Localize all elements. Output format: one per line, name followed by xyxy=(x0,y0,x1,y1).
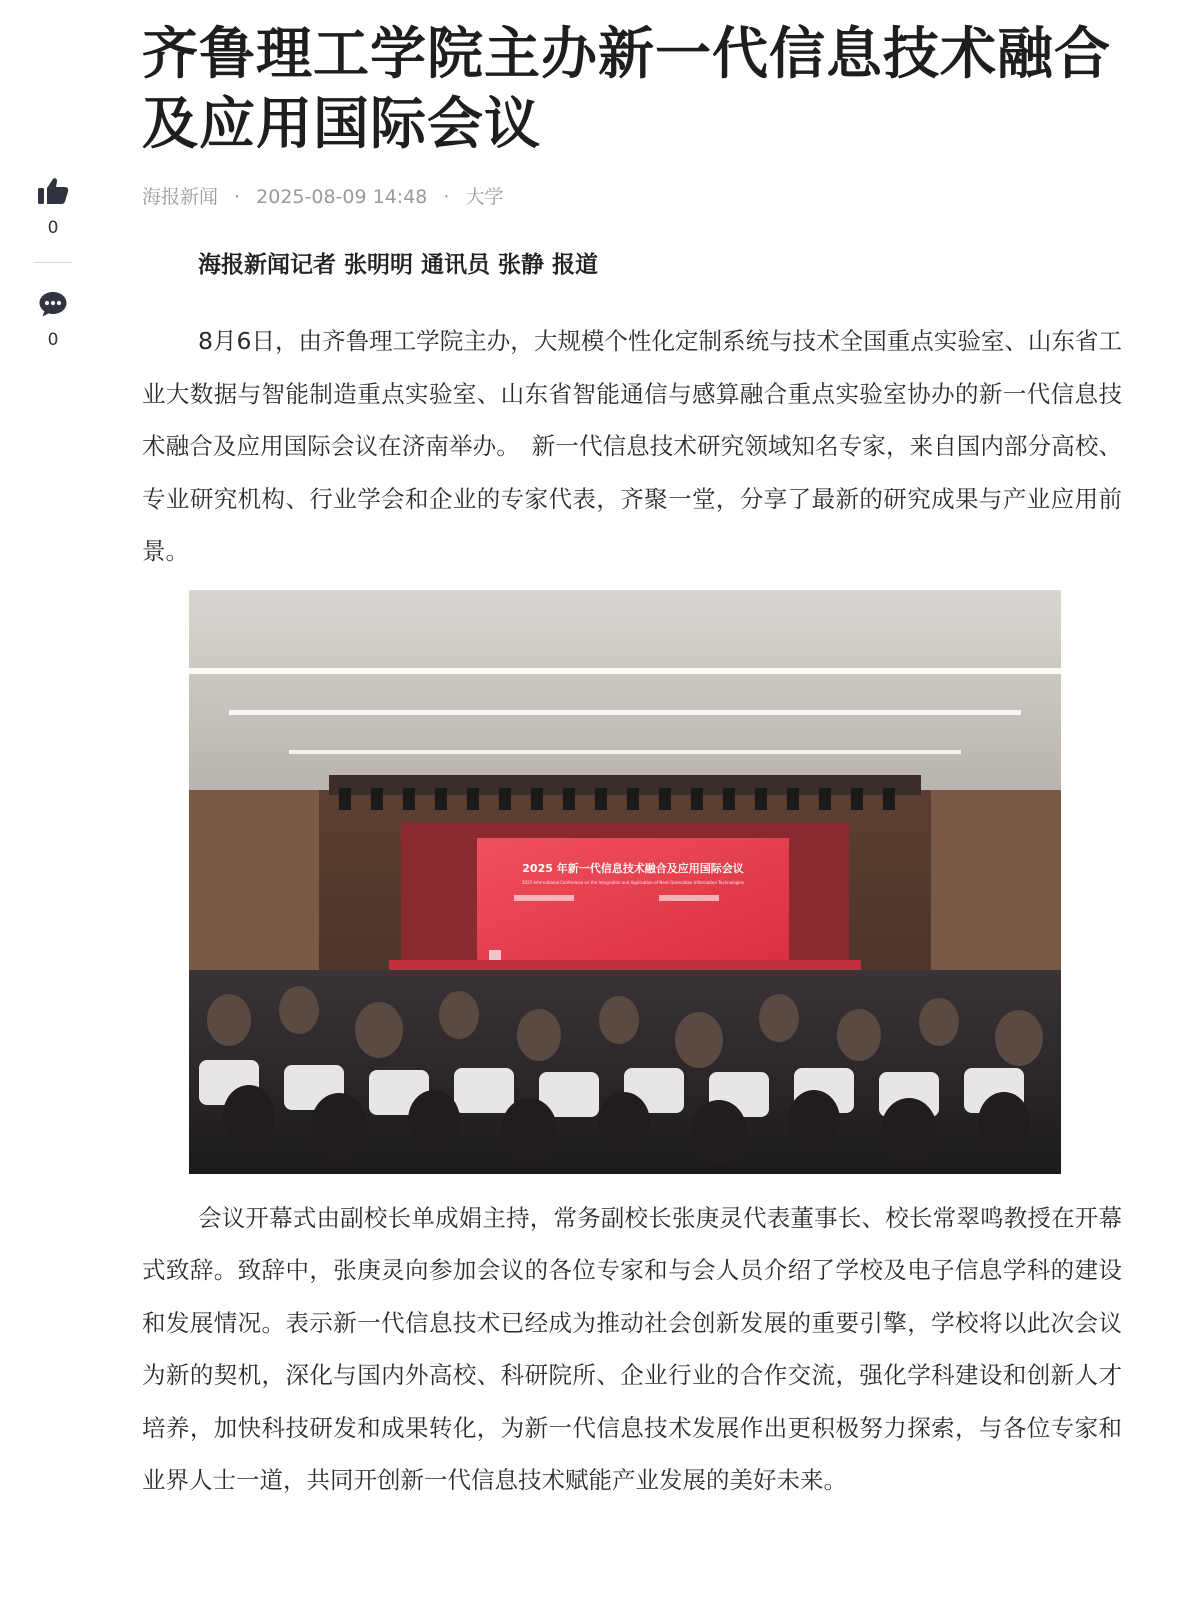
interaction-sidebar xyxy=(30,176,76,350)
comment-count: 0 xyxy=(47,330,59,350)
article-byline: 海报新闻记者 张明明 通讯员 张静 报道 xyxy=(198,252,599,278)
comment-bubble-icon xyxy=(38,290,68,318)
thumbs-up-icon xyxy=(36,176,70,206)
comment-button[interactable] xyxy=(30,290,76,350)
like-count: 0 xyxy=(47,218,59,238)
article-paragraph: 8月6日，由齐鲁理工学院主办，大规模个性化定制系统与技术全国重点实验室、山东省工业大数据与智能制造重点实验室、山东省智能通信与感算融合重点实验室协办的新一代信息技术融合及应用国际会议在济南举办。 新一代信息技术研究领域知名专家，来自国内部分高校、专业研究机构、行业学会和企业的专家代表，齐聚一堂，分享了最新的研究成果与产业应用前景。 xyxy=(142,327,1122,565)
like-button[interactable] xyxy=(30,176,76,238)
article-channel-link[interactable]: 大学 xyxy=(465,186,504,208)
article xyxy=(142,20,1122,1507)
article-title: 齐鲁理工学院主办新一代信息技术融合及应用国际会议 xyxy=(142,22,1111,157)
conference-hall-photo xyxy=(189,590,1061,1174)
banner-title: 2025 年新一代信息技术融合及应用国际会议 xyxy=(522,861,744,875)
article-source: 海报新闻 xyxy=(142,186,219,208)
meta-separator: · xyxy=(443,186,450,208)
article-paragraph: 会议开幕式由副校长单成娟主持，常务副校长张庚灵代表董事长、校长常翠鸣教授在开幕式致辞。致辞中，张庚灵向参加会议的各位专家和与会人员介绍了学校及电子信息学科的建设和发展情况。表示新一代信息技术已经成为推动社会创新发展的重要引擎，学校将以此次会议为新的契机，深化与国内外高校、科研院所、企业行业的合作交流，强化学科建设和创新人才培养，加快科技研发和成果转化，为新一代信息技术发展作出更积极努力探索，与各位专家和业界人士一道，共同开创新一代信息技术赋能产业发展的美好未来。 xyxy=(142,1203,1122,1494)
meta-separator: · xyxy=(234,186,241,208)
sidebar-divider xyxy=(34,262,72,263)
article-datetime: 2025-08-09 14:48 xyxy=(256,186,428,208)
banner-subtitle: 2025 International Conference on the Integration and Application of Next-Generation Information Technologies xyxy=(522,879,744,885)
article-meta xyxy=(142,184,1122,210)
